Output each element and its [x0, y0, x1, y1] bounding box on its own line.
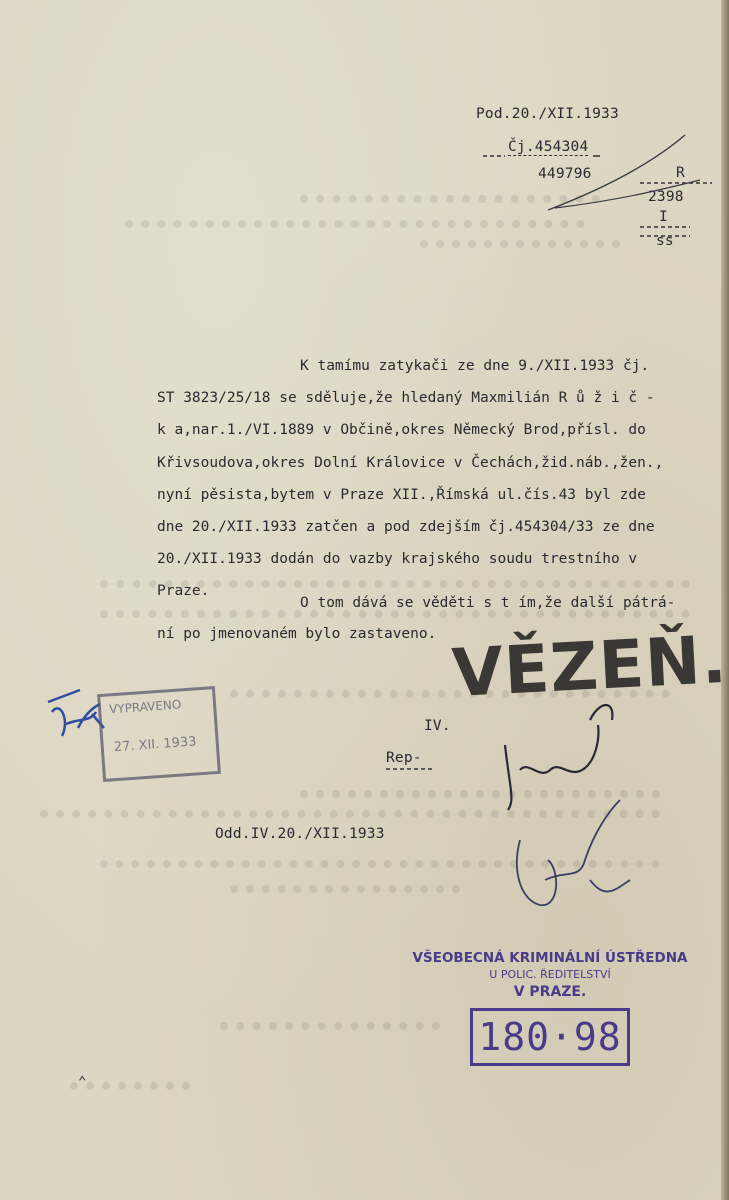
- body-line-9: O tom dává se věděti s t ím,že další pátrá-: [300, 595, 676, 611]
- dispatched-stamp-date: 27. XII. 1933: [113, 734, 197, 756]
- reference-date: Pod.20./XII.1933: [476, 106, 619, 122]
- body-line-2: ST 3823/25/18 se sděluje,že hledaný Maxmilián R ů ž i č -: [157, 390, 655, 406]
- body-line-5: nyní pěsista,bytem v Praze XII.,Římská ul.čís.43 byl zde: [157, 487, 646, 503]
- reference-number-3: 2398: [648, 189, 684, 205]
- body-line-8: Praze.: [157, 583, 210, 599]
- body-line-6: dne 20./XII.1933 zatčen a pod zdejším čj.454304/33 ze dne: [157, 519, 655, 535]
- rep-label: Rep-: [386, 750, 422, 766]
- cj-number: Čj.454304: [508, 139, 589, 155]
- dispatched-stamp: [97, 686, 221, 782]
- body-line-10: ní po jmenovaném bylo zastaveno.: [157, 626, 437, 642]
- department-label: IV.: [424, 718, 451, 734]
- registry-number-stamp: 180·98: [470, 1008, 630, 1066]
- body-line-4: Křivsoudova,okres Dolní Královice v Čechách,žid.náb.,žen.,: [157, 455, 664, 471]
- stray-mark: ⌃: [78, 1074, 87, 1090]
- office-stamp-line-1: VŠEOBECNÁ KRIMINÁLNÍ ÚSTŘEDNA: [412, 950, 688, 966]
- office-stamp-line-2: U POLIC. ŘEDITELSTVÍ: [489, 968, 611, 981]
- reference-r: R: [676, 165, 685, 181]
- reference-roman: I: [659, 209, 668, 225]
- reference-ss: ss: [656, 233, 674, 249]
- department-date: Odd.IV.20./XII.1933: [215, 826, 385, 842]
- body-line-1: K tamímu zatykači ze dne 9./XII.1933 čj.: [300, 358, 650, 374]
- office-stamp-line-3: V PRAZE.: [513, 984, 587, 1000]
- body-line-3: k a,nar.1./VI.1889 v Občině,okres Německý Brod,přísl. do: [157, 422, 646, 438]
- dispatched-stamp-word: VYPRAVENO: [108, 697, 182, 717]
- prisoner-stamp: VĚZEŇ.: [450, 620, 729, 713]
- reference-number-2: 449796: [538, 166, 592, 182]
- body-line-7: 20./XII.1933 dodán do vazby krajského soudu trestního v: [157, 551, 638, 567]
